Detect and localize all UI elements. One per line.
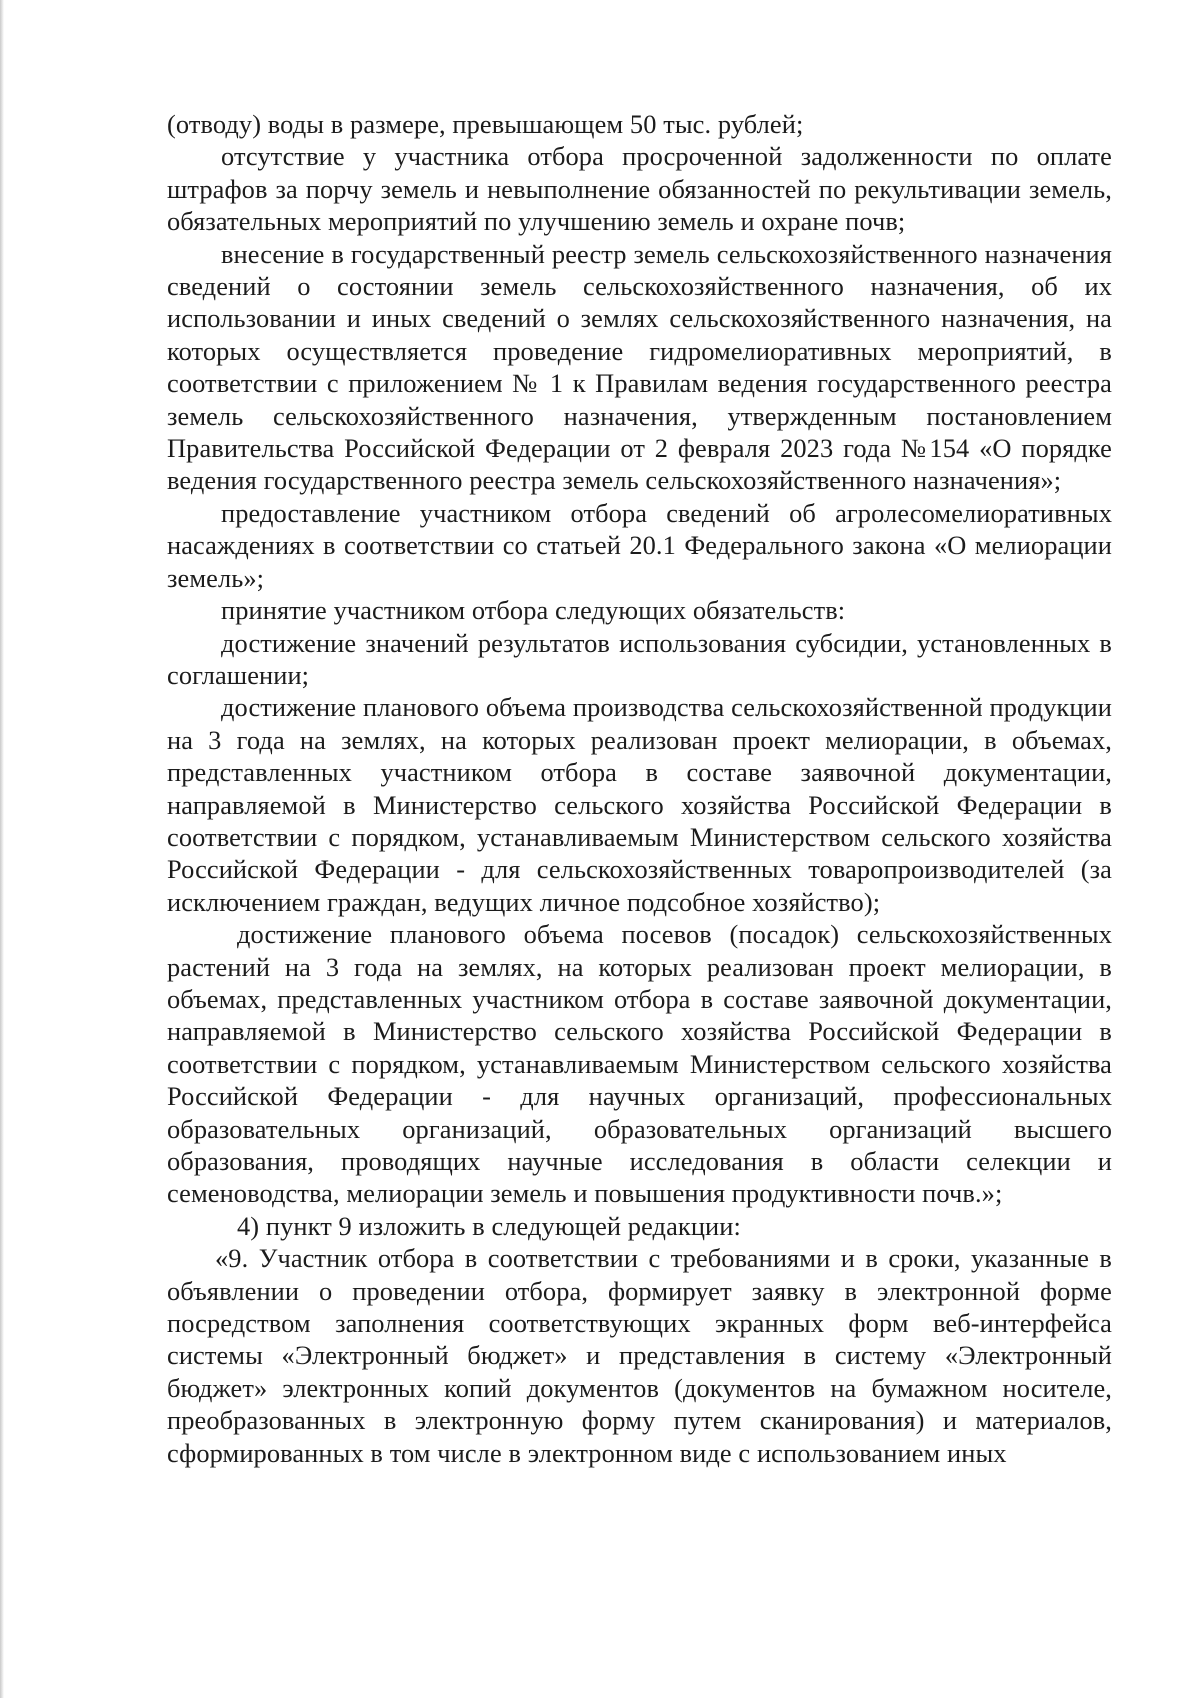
paragraph-state-register: внесение в государственный реестр земель сельскохозяйственного назначения сведений о состоянии земель сельскохозяйственного назначения, об их использовании и иных сведений о землях сельскохозяйственного назначения, на которых осуществляется проведение гидромелиоративных мероприятий, в соответствии с приложением № 1 к Правилам ведения государственного реестра земель сельскохозяйственного назначения, утвержденным постановлением Правительства Российской Федерации от 2 февраля 2023 года №154 «О порядке ведения государственного реестра земель сельскохозяйственного назначения»;: [167, 238, 1112, 496]
paragraph-water-intake: (отводу) воды в размере, превышающем 50 тыс. рублей;: [167, 109, 804, 139]
paragraph-obligations-intro: принятие участником отбора следующих обязательств:: [221, 595, 846, 626]
paragraph-subsidy-results: достижение значений результатов использования субсидии, установленных в соглашении;: [167, 627, 1112, 690]
paragraph-no-overdue-fines: отсутствие у участника отбора просроченной задолженности по оплате штрафов за порчу земель и невыполнение обязанностей по рекультивации земель, обязательных мероприятий по улучшению земель и охране почв;: [167, 141, 1112, 237]
paragraph-item-9: «9. Участник отбора в соответствии с требованиями и в сроки, указанные в объявлении о проведении отбора, формирует заявку в электронной форме посредством заполнения соответствующих экранных форм веб-интерфейса системы «Электронный бюджет» и представления в систему «Электронный бюджет» электронных копий документов (документов на бумажном носителе, преобразованных в электронную форму путем сканирования) и материалов, сформированных в том числе в электронном виде с использованием иных: [167, 1243, 1112, 1468]
paragraph-item-4: 4) пункт 9 изложить в следующей редакции:: [237, 1210, 741, 1241]
paragraph-sowing-volume: достижение планового объема посевов (посадок) сельскохозяйственных растений на 3 года на землях, на которых реализован проект мелиорации, в объемах, представленных участником отбора в составе заявочной документации, направляемой в Министерство сельского хозяйства Российской Федерации в соответствии с порядком, устанавливаемым Министерством сельского хозяйства Российской Федерации - для научных организаций, профессиональных образовательных организаций, образовательных организаций высшего образования, проводящих научные исследования в области селекции и семеноводства, мелиорации земель и повышения продуктивности почв.»;: [167, 919, 1112, 1209]
document-body: [167, 108, 1112, 1469]
paragraph-production-volume: достижение планового объема производства сельскохозяйственной продукции на 3 года на землях, на которых реализован проект мелиорации, в объемах, представленных участником отбора в составе заявочной документации, направляемой в Министерство сельского хозяйства Российской Федерации в соответствии с порядком, устанавливаемым Министерством сельского хозяйства Российской Федерации - для сельскохозяйственных товаропроизводителей (за исключением граждан, ведущих личное подсобное хозяйство);: [167, 692, 1112, 917]
scan-edge: [0, 0, 4, 1698]
paragraph-agroforestry-info: предоставление участником отбора сведений об агролесомелиоративных насаждениях в соответствии со статьей 20.1 Федерального закона «О мелиорации земель»;: [167, 497, 1112, 593]
